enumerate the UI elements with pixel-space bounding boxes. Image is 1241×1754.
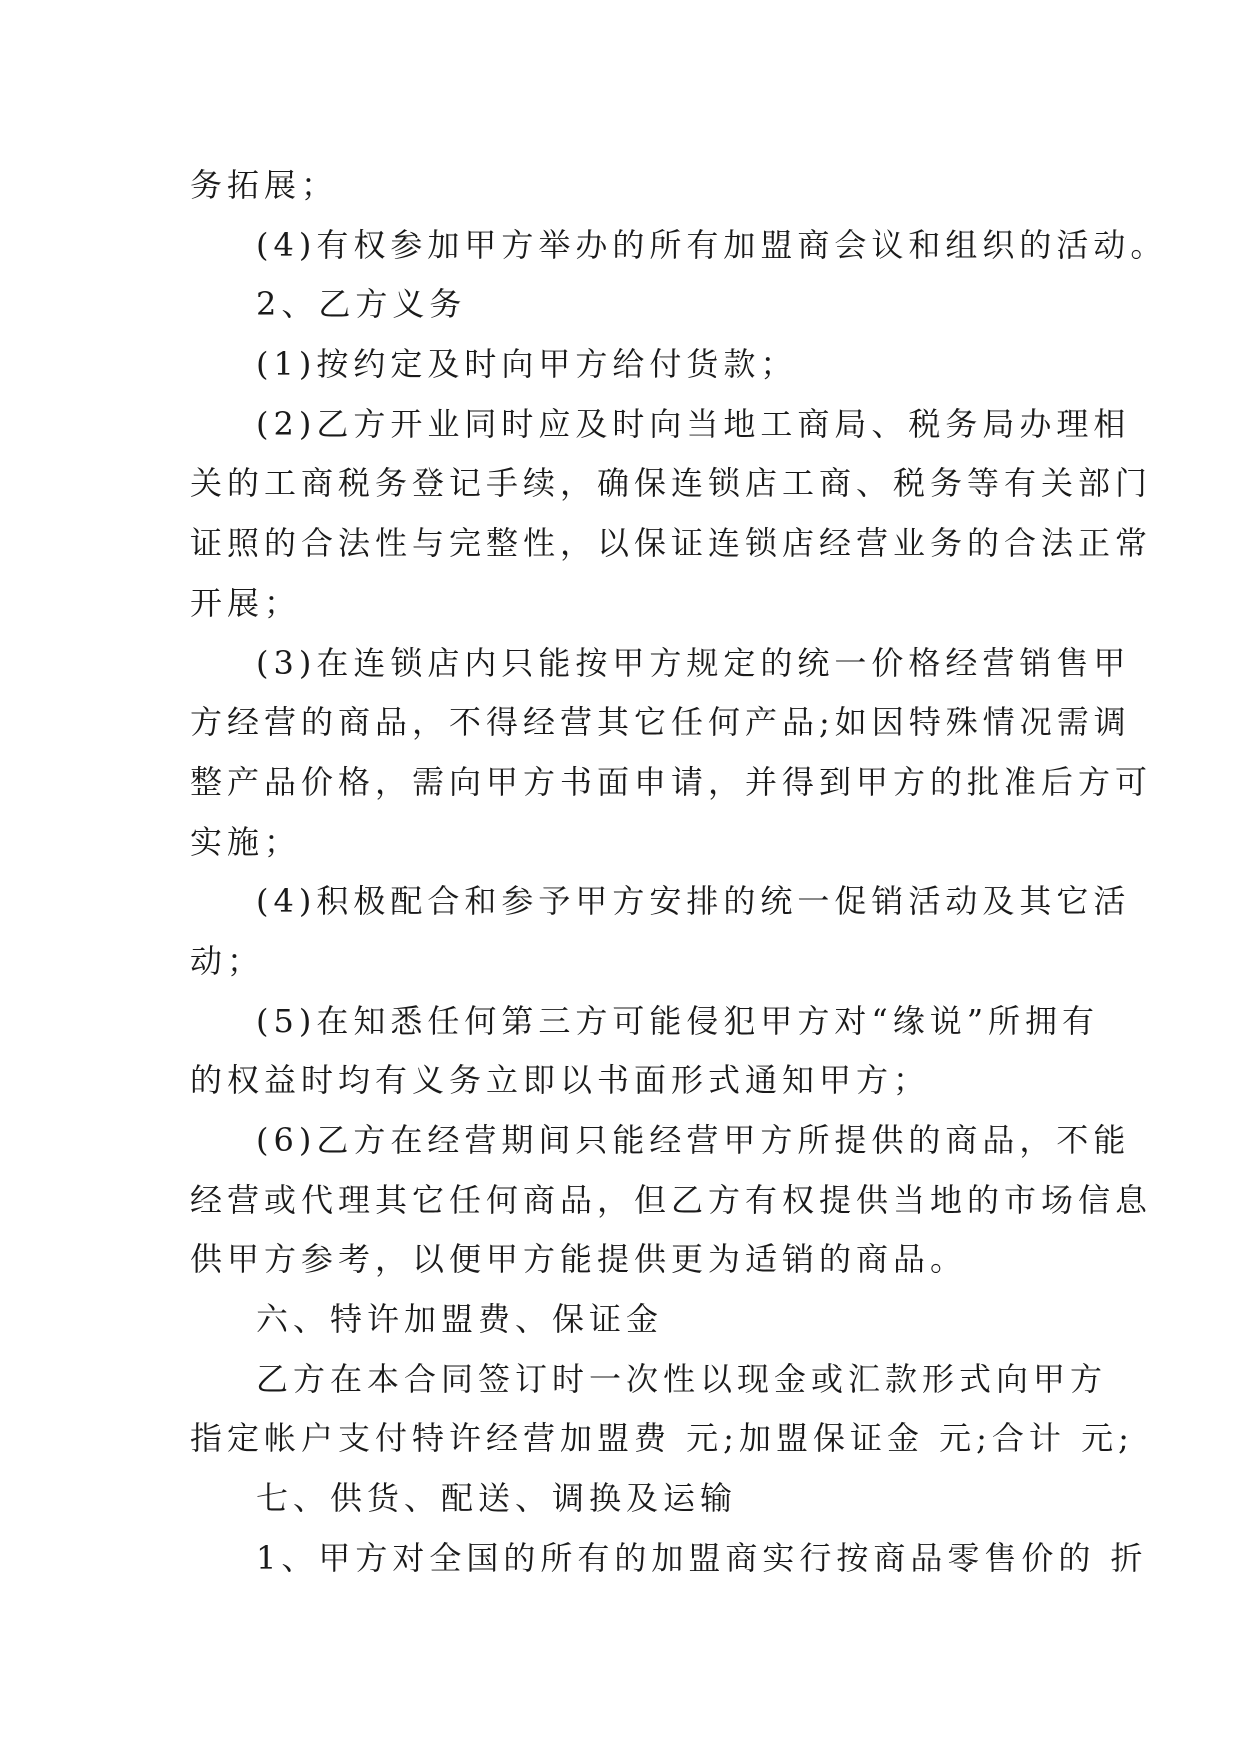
text-line: 的权益时均有义务立即以书面形式通知甲方； <box>190 1061 931 1100</box>
text-line: (4)积极配合和参予甲方安排的统一促销活动及其它活 <box>256 882 1131 921</box>
text-line: 供甲方参考，以便甲方能提供更为适销的商品。 <box>190 1240 968 1279</box>
text-line: 实施； <box>190 822 302 861</box>
text-line: 开展； <box>190 583 302 622</box>
text-line: 务拓展； <box>190 166 339 204</box>
text-line: 乙方在本合同签订时一次性以现金或汇款形式向甲方 <box>256 1359 1108 1398</box>
text-line: (5)在知悉任何第三方可能侵犯甲方对“缘说”所拥有 <box>256 1001 1100 1040</box>
text-line: (6)乙方在经营期间只能经营甲方所提供的商品，不能 <box>256 1121 1131 1159</box>
text-line: 动； <box>190 941 265 980</box>
text-line: 证照的合法性与完整性，以保证连锁店经营业务的合法正常 <box>190 524 1153 563</box>
text-line: (1)按约定及时向甲方给付货款； <box>256 345 798 384</box>
section-heading: 2、乙方义务 <box>256 285 467 324</box>
section-heading: 七、供货、配送、调换及运输 <box>256 1479 738 1518</box>
text-line: 1、甲方对全国的所有的加盟商实行按商品零售价的 折 <box>256 1538 1148 1577</box>
text-line: 关的工商税务登记手续，确保连锁店工商、税务等有关部门 <box>190 464 1153 503</box>
text-line: (4)有权参加甲方举办的所有加盟商会议和组织的活动。 <box>256 225 1168 264</box>
text-line: (2)乙方开业同时应及时向当地工商局、税务局办理相 <box>256 404 1131 443</box>
text-line: 整产品价格，需向甲方书面申请，并得到甲方的批准后方可 <box>190 762 1153 801</box>
text-line: 经营或代理其它任何商品，但乙方有权提供当地的市场信息 <box>190 1180 1153 1219</box>
contract-text-body <box>190 156 1168 1589</box>
text-line: 指定帐户支付特许经营加盟费 元;加盟保证金 元;合计 元; <box>190 1419 1134 1458</box>
text-line: 方经营的商品，不得经营其它任何产品;如因特殊情况需调 <box>190 703 1131 742</box>
section-heading: 六、特许加盟费、保证金 <box>256 1300 664 1339</box>
text-line: (3)在连锁店内只能按甲方规定的统一价格经营销售甲 <box>256 643 1131 682</box>
